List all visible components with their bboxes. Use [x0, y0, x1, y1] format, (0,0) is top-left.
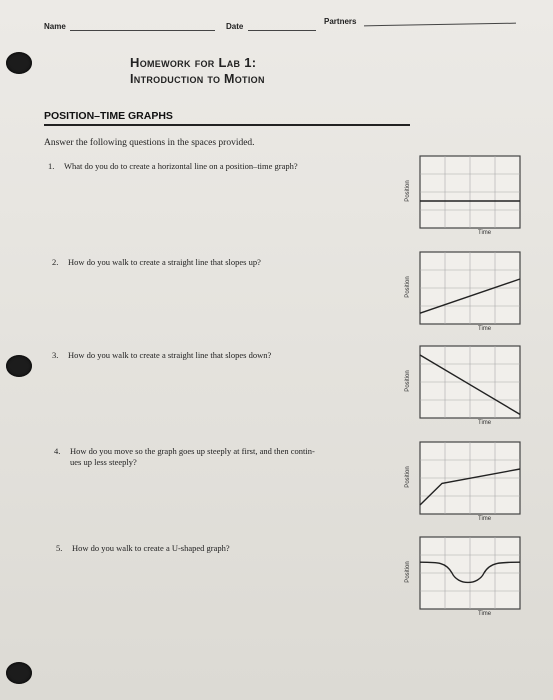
- question-4: [54, 446, 315, 468]
- question-number: 2.: [52, 257, 59, 267]
- page-title-line1: Homework for Lab 1:: [130, 55, 257, 70]
- date-label: Date: [226, 22, 244, 31]
- question-5: [56, 543, 230, 554]
- name-line: [70, 30, 215, 31]
- question-text: How do you walk to create a straight line that slopes up?: [68, 257, 261, 267]
- x-axis-label: Time: [478, 230, 492, 236]
- instructions: Answer the following questions in the spaces provided.: [44, 138, 255, 148]
- graph-canvas: [400, 531, 525, 617]
- y-axis-label: Position: [405, 561, 411, 583]
- question-text: What do you do to create a horizontal line on a position–time graph?: [64, 161, 298, 171]
- x-axis-label: Time: [478, 326, 492, 332]
- question-text: How do you move so the graph goes up steeply at first, and then contin-: [70, 446, 315, 456]
- graph-canvas: [400, 340, 525, 426]
- section-rule: [44, 124, 410, 126]
- x-axis-label: Time: [478, 516, 492, 522]
- graph-canvas: [400, 150, 525, 236]
- question-2: [52, 257, 261, 268]
- question-3: [52, 350, 271, 361]
- x-axis-label: Time: [478, 420, 492, 426]
- question-number: 5.: [56, 543, 63, 553]
- x-axis-label: Time: [478, 611, 492, 617]
- graph-u-shape: [400, 531, 525, 617]
- question-number: 4.: [54, 446, 61, 456]
- page-title-line2: Introduction to Motion: [130, 72, 265, 86]
- question-text: How do you walk to create a straight line that slopes down?: [68, 350, 272, 360]
- binder-hole: [6, 355, 32, 377]
- graph-canvas: [400, 436, 525, 522]
- y-axis-label: Position: [405, 276, 411, 298]
- date-line: [248, 30, 316, 31]
- graph-slope-up: [400, 246, 525, 332]
- question-number: 1.: [48, 161, 55, 171]
- partners-label: Partners: [324, 17, 357, 26]
- question-text-block: [70, 446, 315, 468]
- section-title: POSITION–TIME GRAPHS: [44, 110, 173, 122]
- question-text: How do you walk to create a U-shaped graph?: [72, 543, 230, 553]
- binder-hole: [6, 52, 32, 74]
- y-axis-label: Position: [405, 180, 411, 202]
- question-1: [48, 161, 298, 172]
- graph-canvas: [400, 246, 525, 332]
- y-axis-label: Position: [405, 370, 411, 392]
- question-text-continued: ues up less steeply?: [70, 457, 137, 467]
- graph-horizontal: [400, 150, 525, 236]
- name-label: Name: [44, 22, 66, 31]
- question-number: 3.: [52, 350, 59, 360]
- binder-hole: [6, 662, 32, 684]
- partners-line: [364, 23, 516, 27]
- graph-slope-down: [400, 340, 525, 426]
- y-axis-label: Position: [405, 466, 411, 488]
- graph-steep-then-shallow: [400, 436, 525, 522]
